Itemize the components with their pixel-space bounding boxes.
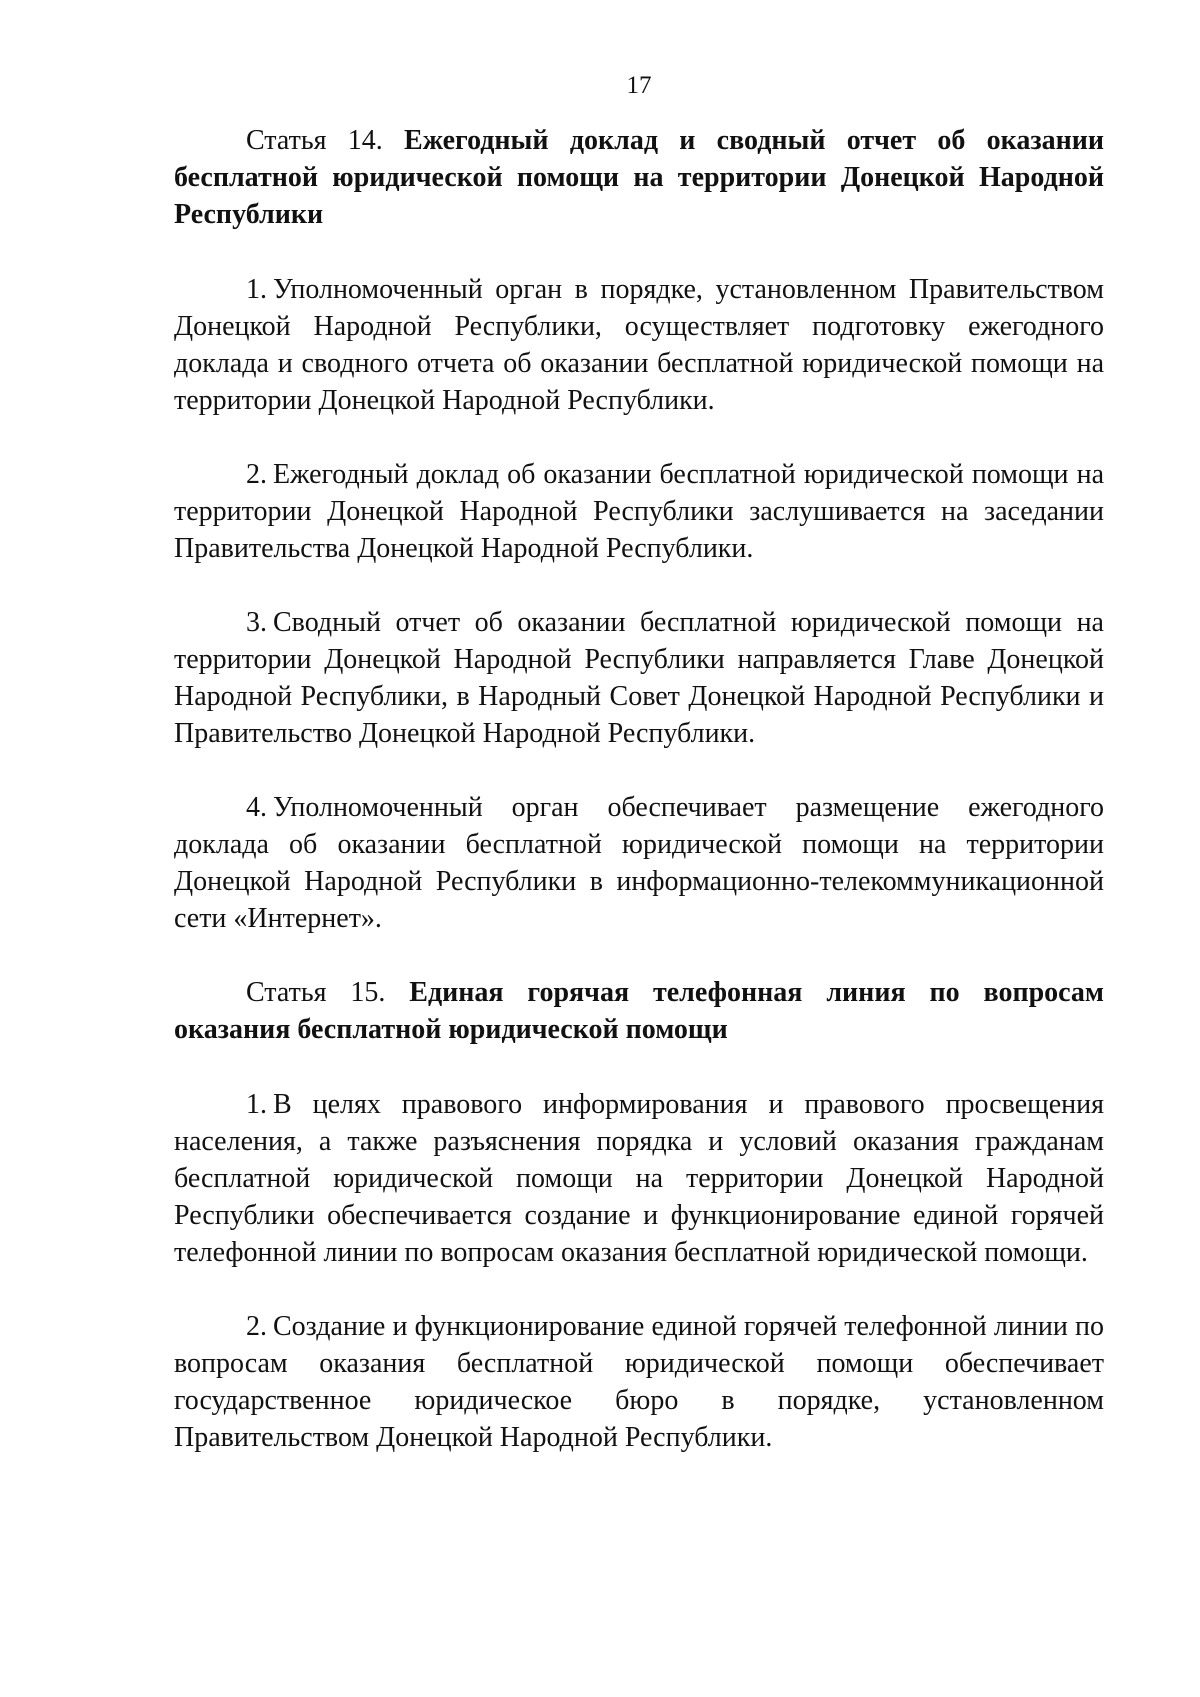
article-paragraph [174, 1308, 1104, 1456]
paragraph-text: Создание и функционирование единой горячей телефонной линии по вопросам оказания бесплатной юридической помощи обеспечивает государственное юридическое бюро в порядке, установленном Правительством Донецкой Народной Республики. [174, 1311, 1104, 1453]
article-heading [174, 974, 1104, 1048]
paragraph-number: 3. [246, 607, 267, 638]
paragraph-number: 1. [246, 274, 267, 305]
paragraph-number: 1. [246, 1089, 267, 1120]
paragraph-text: Уполномоченный орган обеспечивает размещение ежегодного доклада об оказании бесплатной юридической помощи на территории Донецкой Народной Республики в информационно-телекоммуникационной сети «Интернет». [174, 792, 1104, 934]
article-title: Единая горячая телефонная линия по вопросам оказания бесплатной юридической помощи [174, 977, 1105, 1045]
paragraph-text: Сводный отчет об оказании бесплатной юридической помощи на территории Донецкой Народной Республики направляется Главе Донецкой Народной Республики, в Народный Совет Донецкой Народной Республики и Правительство Донецкой Народной Республики. [174, 607, 1104, 749]
article-heading [174, 122, 1104, 233]
article-label: Статья 14. [246, 125, 383, 156]
article-paragraph [174, 271, 1104, 419]
paragraph-number: 2. [246, 459, 267, 490]
paragraph-text: В целях правового информирования и правового просвещения населения, а также разъяснения порядка и условий оказания гражданам бесплатной юридической помощи на территории Донецкой Народной Республики обеспечивается создание и функционирование единой горячей телефонной линии по вопросам оказания бесплатной юридической помощи. [174, 1089, 1104, 1268]
article-15 [174, 974, 1104, 1456]
article-paragraph [174, 604, 1104, 752]
article-paragraph [174, 1086, 1104, 1271]
article-14 [174, 122, 1104, 937]
article-label: Статья 15. [246, 977, 386, 1008]
article-paragraph [174, 789, 1104, 937]
paragraph-number: 4. [246, 792, 267, 823]
paragraph-text: Уполномоченный орган в порядке, установленном Правительством Донецкой Народной Республики, осуществляет подготовку ежегодного доклада и сводного отчета об оказании бесплатной юридической помощи на территории Донецкой Народной Республики. [174, 274, 1104, 416]
page-number: 17 [626, 72, 652, 99]
paragraph-text: Ежегодный доклад об оказании бесплатной юридической помощи на территории Донецкой Народной Республики заслушивается на заседании Правительства Донецкой Народной Республики. [174, 459, 1104, 564]
article-title: Ежегодный доклад и сводный отчет об оказании бесплатной юридической помощи на территории Донецкой Народной Республики [174, 125, 1104, 230]
paragraph-number: 2. [246, 1311, 267, 1342]
article-paragraph [174, 456, 1104, 567]
